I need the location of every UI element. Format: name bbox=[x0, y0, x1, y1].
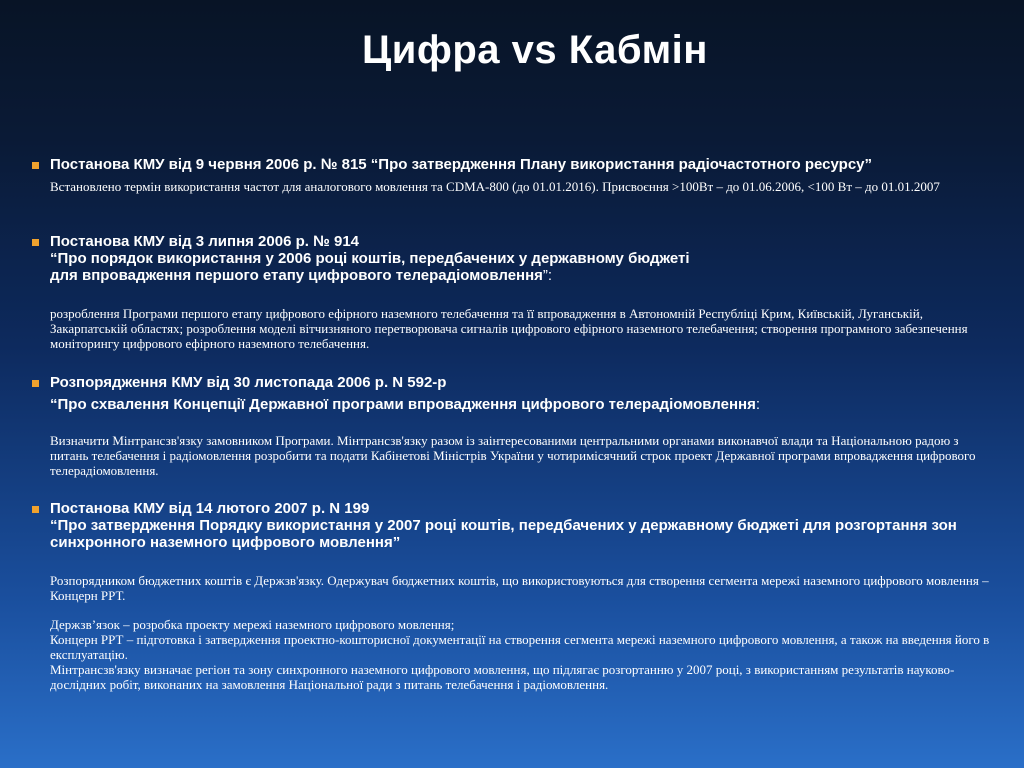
heading-line: Постанова КМУ від 3 липня 2006 р. № 914 bbox=[50, 233, 360, 250]
heading-line: “Про затвердження Порядку використання у 2007 році коштів, передбачених у державному бюджеті для розгортання зон синхронного наземного цифрового мовлення” bbox=[50, 517, 957, 551]
item-body: Визначити Мінтрансзв'язку замовником Програми. Мінтрансзв'язку разом із заінтересованими центральними органами виконавчої влади та Національною радою з питань телебачення і радіомовлення розробити та подати Кабінетові Міністрів України у чотиримісячний строк проект Державної програми впровадження цифрового телерадіомовлення. bbox=[50, 433, 976, 478]
heading-line bbox=[50, 267, 992, 284]
heading-tail: : bbox=[755, 396, 760, 413]
item-body: Розпорядником бюджетних коштів є Держзв'язку. Одержувач бюджетних коштів, що використовуються для створення сегмента мережі наземного цифрового мовлення – Концерн РРТ. bbox=[50, 573, 989, 603]
item-resolution-815 bbox=[32, 156, 992, 194]
item-heading bbox=[50, 233, 992, 284]
item-heading: Постанова КМУ від 9 червня 2006 р. № 815 “Про затвердження Плану використання радіочастотного ресурсу” bbox=[50, 156, 873, 173]
heading-line: Розпорядження КМУ від 30 листопада 2006 р. N 592-р bbox=[50, 374, 447, 391]
heading-line: Постанова КМУ від 14 лютого 2007 р. N 199 bbox=[50, 500, 370, 517]
bullet-icon bbox=[32, 162, 39, 169]
heading-text: “Про схвалення Концепції Державної програми впровадження цифрового телерадіомовлення bbox=[50, 396, 756, 413]
item-heading bbox=[50, 500, 992, 551]
heading-text: для впровадження першого етапу цифрового телерадіомовлення bbox=[50, 267, 543, 284]
item-order-592 bbox=[32, 374, 992, 478]
bullet-icon bbox=[32, 239, 39, 246]
item-body: Встановлено термін використання частот для аналогового мовлення та CDMA-800 (до 01.01.2016). Присвоєння >100Вт – до 01.06.2006, <100 Вт – до 01.01.2007 bbox=[50, 179, 940, 194]
slide-title: Цифра vs Кабмін bbox=[362, 28, 708, 72]
body-line: Держзв’язок – розробка проекту мережі наземного цифрового мовлення; bbox=[50, 617, 455, 632]
item-heading bbox=[50, 374, 992, 413]
body-line: Мінтрансзв'язку визначає регіон та зону синхронного наземного цифрового мовлення, що підлягає розгортанню у 2007 році, з використанням результатів науково-дослідних робіт, виконаних на замовлення Національної ради з питань телебачення і радіомовлення. bbox=[50, 662, 955, 692]
item-resolution-914 bbox=[32, 233, 992, 351]
heading-line: “Про порядок використання у 2006 році коштів, передбачених у державному бюджеті bbox=[50, 250, 690, 267]
bullet-icon bbox=[32, 380, 39, 387]
item-resolution-199 bbox=[32, 500, 992, 692]
item-body-details bbox=[50, 617, 992, 692]
heading-line bbox=[50, 396, 992, 413]
bullet-icon bbox=[32, 506, 39, 513]
heading-tail: ”: bbox=[542, 267, 553, 284]
body-line: Концерн РРТ – підготовка і затвердження проектно-кошторисної документації на створення сегмента мережі наземного цифрового мовлення, а також на введення його в експлуатацію. bbox=[50, 632, 990, 662]
item-body: розроблення Програми першого етапу цифрового ефірного наземного телебачення та її впровадження в Автономній Республіці Крим, Київській, Луганській, Закарпатській областях; розроблення моделі вітчизняного перетворювача сигналів цифрового ефірного наземного телебачення; створення програмного забезпечення моніторингу цифрового ефірного наземного телебачення. bbox=[50, 306, 968, 351]
